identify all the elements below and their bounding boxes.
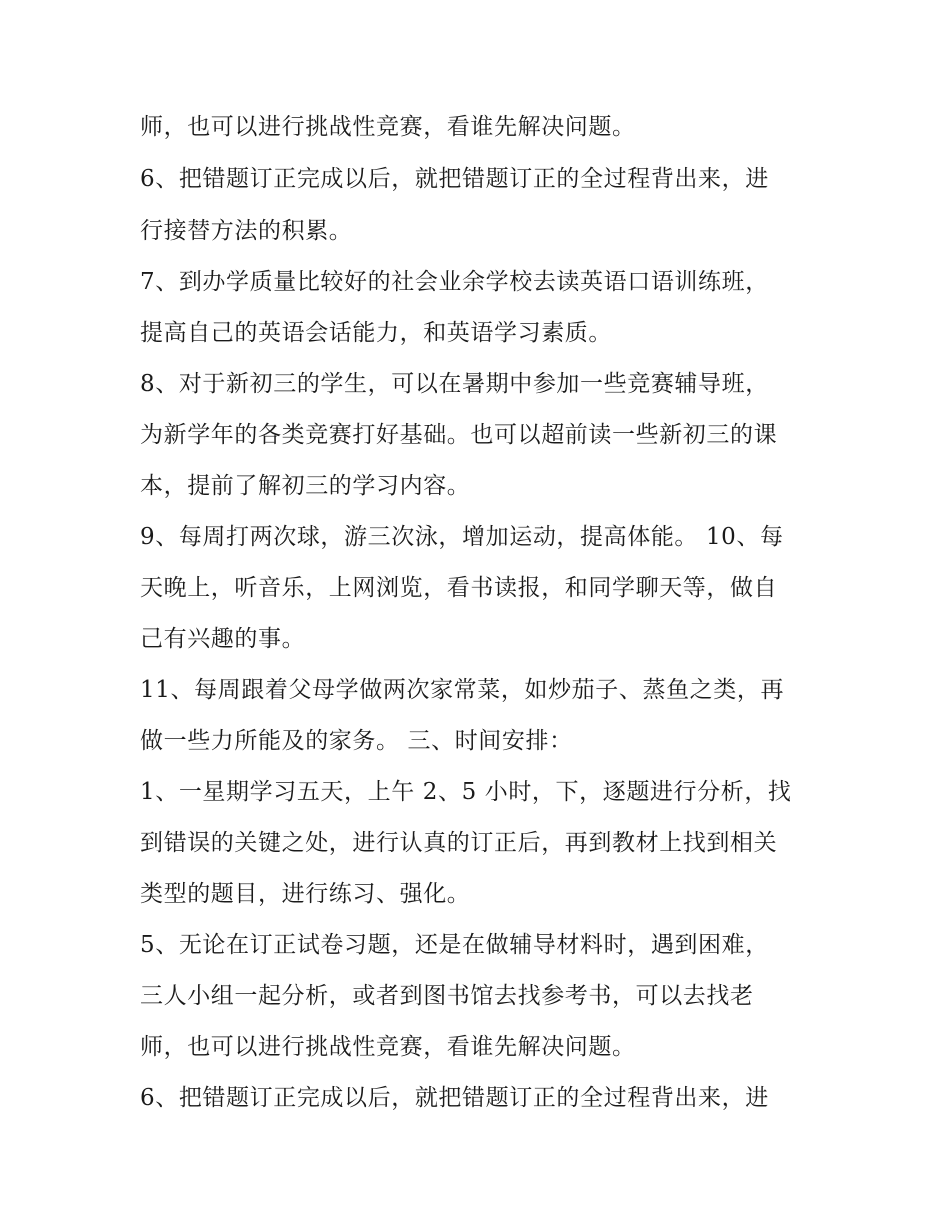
text-line: 9、每周打两次球，游三次泳，增加运动，提高体能。 10、每 — [140, 524, 784, 550]
text-line: 8、对于新初三的学生，可以在暑期中参加一些竞赛辅导班， — [140, 371, 769, 397]
text-line: 类型的题目，进行练习、强化。 — [140, 881, 471, 907]
text-line: 1、一星期学习五天，上午 2、5 小时，下，逐题进行分析，找 — [140, 779, 792, 805]
text-line: 己有兴趣的事。 — [140, 626, 306, 652]
text-line: 本，提前了解初三的学习内容。 — [140, 473, 471, 499]
text-line: 行接替方法的积累。 — [140, 218, 353, 244]
text-line: 7、到办学质量比较好的社会业余学校去读英语口语训练班， — [140, 269, 769, 295]
text-line: 做一些力所能及的家务。 三、时间安排： — [140, 728, 573, 754]
text-line: 师，也可以进行挑战性竞赛，看谁先解决问题。 — [140, 114, 636, 140]
text-line: 天晚上，听音乐，上网浏览，看书读报，和同学聊天等，做自 — [140, 575, 778, 601]
text-line: 5、无论在订正试卷习题，还是在做辅导材料时，遇到困难， — [140, 932, 769, 958]
text-line: 为新学年的各类竞赛打好基础。也可以超前读一些新初三的课 — [140, 422, 778, 448]
text-line: 到错误的关键之处，进行认真的订正后，再到教材上找到相关 — [140, 830, 778, 856]
text-line: 6、把错题订正完成以后，就把错题订正的全过程背出来，进 — [140, 166, 769, 192]
text-line: 11、每周跟着父母学做两次家常菜，如炒茄子、蒸鱼之类，再 — [140, 677, 785, 703]
text-line: 三人小组一起分析，或者到图书馆去找参考书，可以去找老 — [140, 983, 754, 1009]
text-line: 提高自己的英语会话能力，和英语学习素质。 — [140, 320, 612, 346]
text-line: 师，也可以进行挑战性竞赛，看谁先解决问题。 — [140, 1034, 636, 1060]
text-line: 6、把错题订正完成以后，就把错题订正的全过程背出来，进 — [140, 1085, 769, 1111]
